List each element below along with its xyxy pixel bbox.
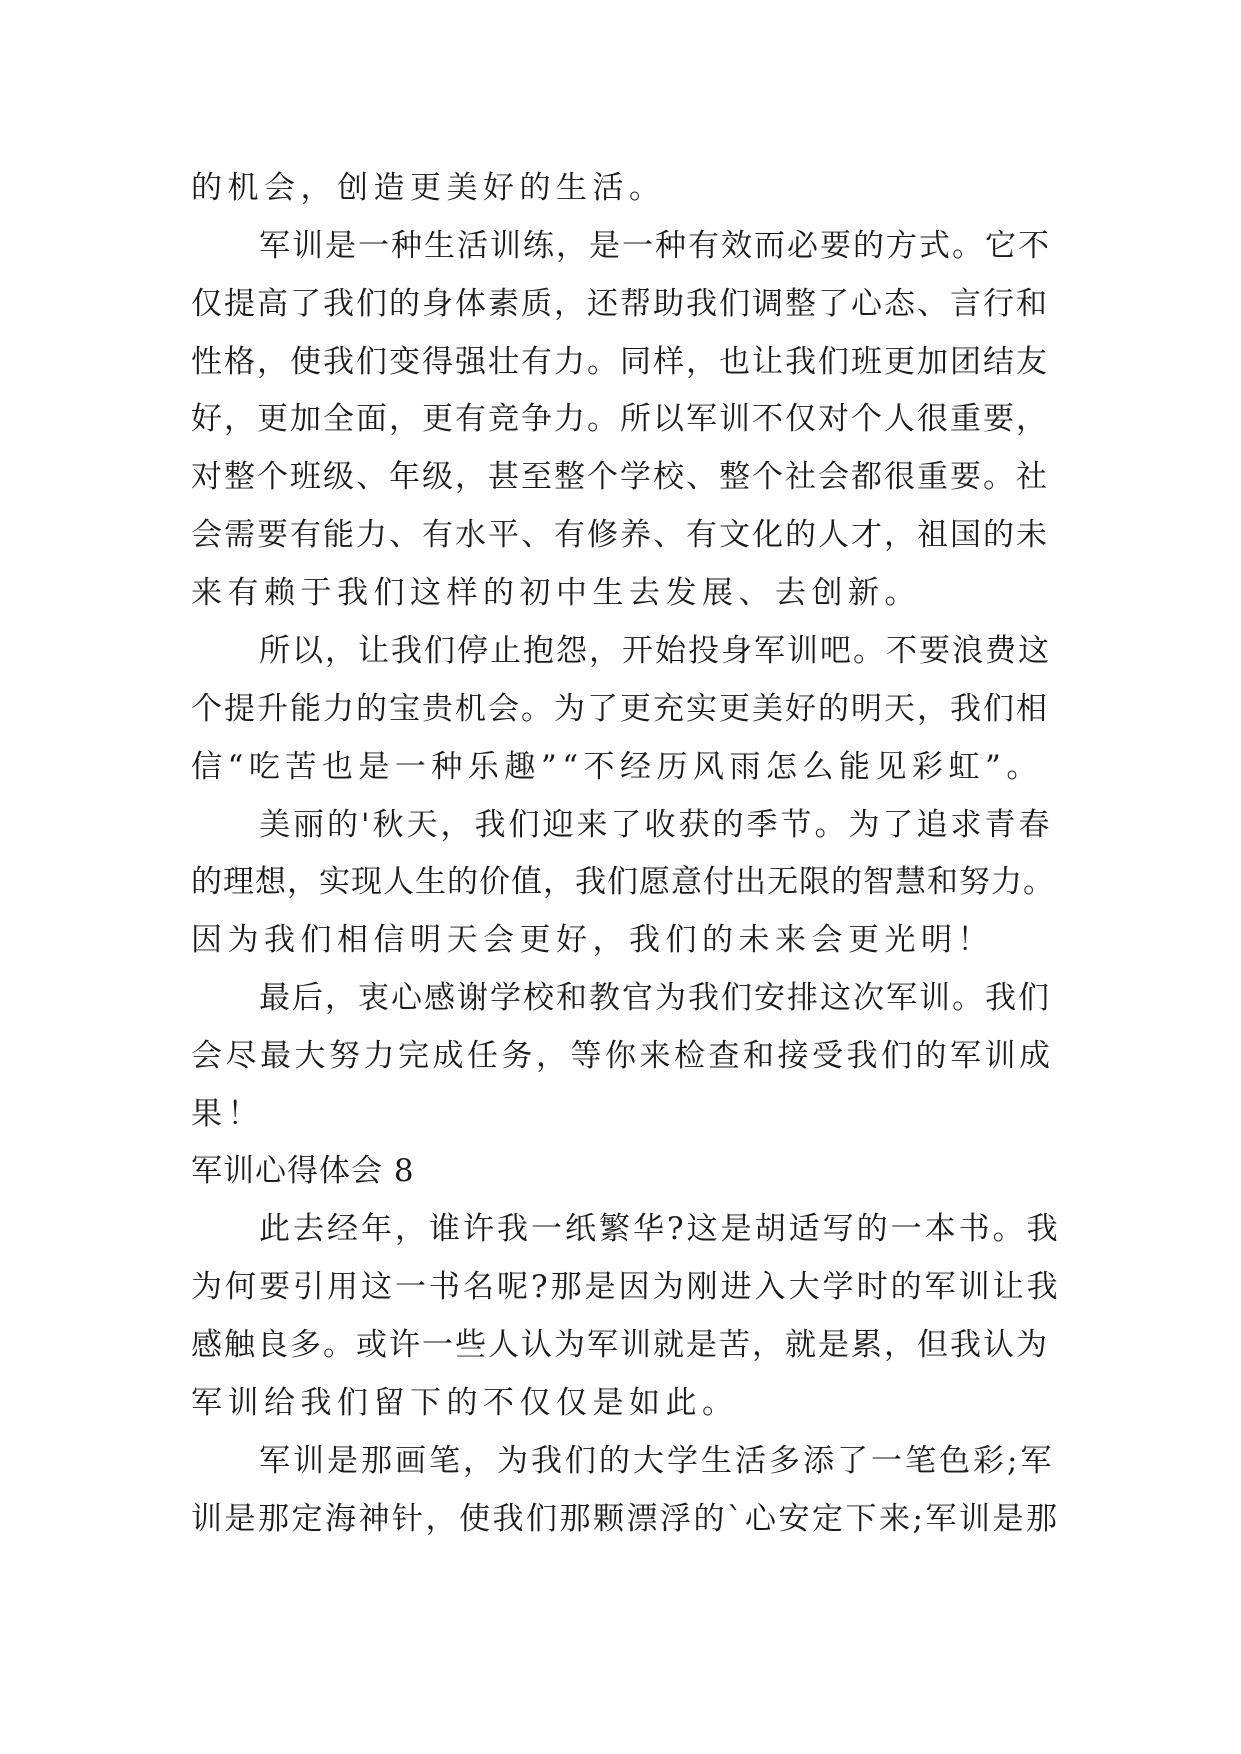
text-line: 所以，让我们停止抱怨，开始投身军训吧。不要浪费这 bbox=[259, 633, 1051, 669]
text-line: 仅提高了我们的身体素质，还帮助我们调整了心态、言行和 bbox=[191, 286, 1049, 322]
text-line: 最后，衷心感谢学校和教官为我们安排这次军训。我们 bbox=[259, 980, 1051, 1016]
text-line: 对整个班级、年级，甚至整个学校、整个社会都很重要。社 bbox=[191, 459, 1049, 495]
text-line: 会尽最大努力完成任务，等你来检查和接受我们的军训成 bbox=[191, 1038, 1054, 1074]
text-line: 来有赖于我们这样的初中生去发展、去创新。 bbox=[191, 575, 921, 611]
text-line: 的理想，实现人生的价值，我们愿意付出无限的智慧和努力。 bbox=[191, 864, 1055, 900]
text-line: 的机会，创造更美好的生活。 bbox=[191, 170, 666, 206]
text-line: 为何要引用这一书名呢?那是因为刚进入大学时的军训让我 bbox=[191, 1269, 1061, 1305]
text-line: 军训是一种生活训练，是一种有效而必要的方式。它不 bbox=[259, 228, 1051, 264]
text-line: 因为我们相信明天会更好，我们的未来会更光明！ bbox=[191, 922, 994, 958]
text-line: 会需要有能力、有水平、有修养、有文化的人才，祖国的未 bbox=[191, 517, 1049, 553]
text-line: 训是那定海神针，使我们那颗漂浮的`心安定下来;军训是那 bbox=[191, 1501, 1060, 1537]
text-line: 美丽的'秋天，我们迎来了收获的季节。为了追求青春 bbox=[259, 807, 1053, 843]
text-line: 好，更加全面，更有竞争力。所以军训不仅对个人很重要， bbox=[191, 401, 1049, 437]
text-line: 军训是那画笔，为我们的大学生活多添了一笔色彩;军 bbox=[259, 1443, 1055, 1479]
text-line: 个提升能力的宝贵机会。为了更充实更美好的明天，我们相 bbox=[191, 691, 1049, 727]
text-line: 果！ bbox=[191, 1096, 264, 1132]
text-line: 军训给我们留下的不仅仅是如此。 bbox=[191, 1385, 739, 1421]
text-line: 信“吃苦也是一种乐趣”“不经历风雨怎么能见彩虹”。 bbox=[191, 749, 1043, 785]
text-line: 感触良多。或许一些人认为军训就是苦，就是累，但我认为 bbox=[191, 1327, 1049, 1363]
text-line: 性格，使我们变得强壮有力。同样，也让我们班更加团结友 bbox=[191, 344, 1049, 380]
text-line: 此去经年，谁许我一纸繁华?这是胡适写的一本书。我 bbox=[259, 1211, 1061, 1247]
section-heading: 军训心得体会 8 bbox=[191, 1153, 415, 1189]
